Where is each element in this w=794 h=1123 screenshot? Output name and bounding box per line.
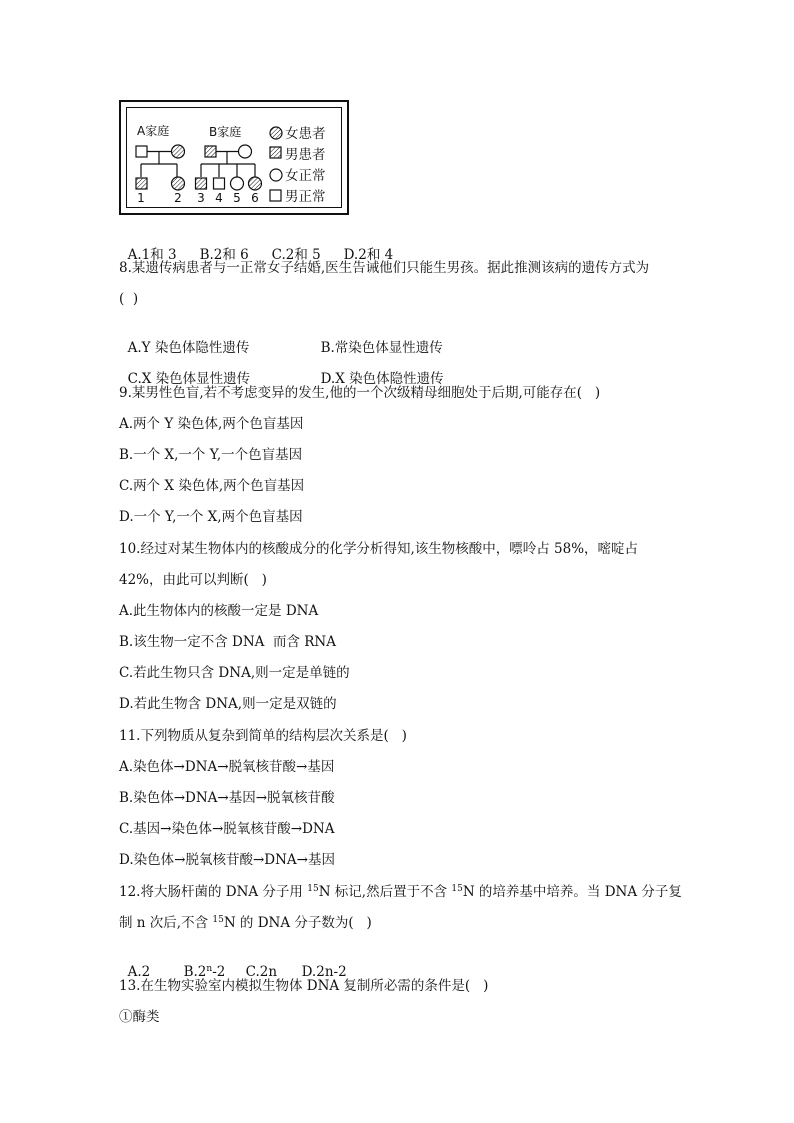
family-a-label: A家庭: [137, 124, 170, 138]
q9-option-c: C.两个 X 染色体,两个色盲基因: [119, 478, 305, 494]
q9-option-b: B.一个 X,一个 Y,一个色盲基因: [119, 447, 303, 463]
legend-affected-female: 女患者: [285, 126, 326, 142]
q12-option-b: B.2$^n$-2: [183, 964, 226, 980]
individual-number-3: 3: [197, 191, 205, 205]
q13-item-1: ①酶类: [119, 1009, 160, 1025]
q12-options: [119, 945, 347, 981]
q7-option-d: D.2和 4: [343, 247, 394, 263]
family-b-label: B家庭: [209, 125, 242, 139]
isotope-superscript: 15: [212, 915, 224, 925]
q11-option-d: D.染色体→脱氧核苷酸→DNA→基因: [119, 852, 335, 868]
q9-stem: 9.某男性色盲,若不考虑变异的发生,他的一个次级精母细胞处于后期,可能存在( ): [119, 385, 601, 401]
b-father-affected-male: [205, 146, 216, 157]
q11-option-a: A.染色体→DNA→脱氧核苷酸→基因: [119, 759, 335, 775]
q10-option-c: C.若此生物只含 DNA,则一定是单链的: [119, 665, 350, 681]
individual-number-6: 6: [251, 191, 259, 205]
q12-stem-line-2: 制 n 次后,不含 $^{15}$N 的 DNA 分子数为( ): [119, 915, 372, 931]
q8-option-d: D.X 染色体隐性遗传: [320, 371, 444, 387]
individual-number-1: 1: [137, 191, 145, 205]
q8-options-row-2: [119, 352, 444, 388]
a-child-2-affected-female: [172, 177, 185, 190]
individual-number-5: 5: [233, 191, 241, 205]
q7-option-a: A.1和 3: [127, 247, 177, 263]
q8-bracket: ( ): [119, 291, 139, 307]
q9-option-a: A.两个 Y 染色体,两个色盲基因: [119, 416, 304, 432]
b-mother-normal-female: [239, 145, 252, 158]
legend-normal-male: 男正常: [285, 189, 326, 205]
b-child-6-affected-female: [249, 177, 262, 190]
q11-option-b: B.染色体→DNA→基因→脱氧核苷酸: [119, 790, 335, 806]
b-child-4-normal-male: [214, 178, 225, 189]
legend-normal-male-symbol: [270, 190, 281, 201]
q10-option-a: A.此生物体内的核酸一定是 DNA: [119, 603, 319, 619]
pedigree-figure: [119, 100, 349, 215]
q9-option-d: D.一个 Y,一个 X,两个色盲基因: [119, 509, 303, 525]
q11-stem: 11.下列物质从复杂到简单的结构层次关系是( ): [119, 728, 407, 744]
q8-option-a: A.Y 染色体隐性遗传: [127, 340, 250, 356]
a-child-1-affected-male: [136, 178, 147, 189]
q10-stem-line-1: 10.经过对某生物体内的核酸成分的化学分析得知,该生物核酸中，嘌呤占 58%，嘧啶占: [119, 541, 639, 557]
legend-affected-female-symbol: [270, 127, 282, 139]
isotope-superscript: 15: [307, 884, 319, 894]
q7-option-b: B.2和 6: [199, 247, 249, 263]
individual-number-2: 2: [174, 191, 182, 205]
q12-option-c: C.2n: [245, 964, 278, 980]
q12-stem-line-1: 12.将大肠杆菌的 DNA 分子用 $^{15}$N 标记,然后置于不含 $^{15}$N 的培养基中培养。当 DNA 分子复: [119, 884, 682, 900]
q8-option-b: B.常染色体显性遗传: [320, 340, 443, 356]
q10-option-d: D.若此生物含 DNA,则一定是双链的: [119, 696, 337, 712]
legend-normal-female: 女正常: [285, 168, 326, 184]
q10-option-b: B.该生物一定不含 DNA 而含 RNA: [119, 634, 336, 650]
b-child-5-normal-female: [231, 177, 244, 190]
q12-option-a: A.2: [127, 964, 151, 980]
a-mother-affected-female: [172, 145, 185, 158]
q13-stem: 13.在生物实验室内模拟生物体 DNA 复制所必需的条件是( ): [119, 978, 489, 994]
q8-stem: 8.某遗传病患者与一正常女子结婚,医生告诫他们只能生男孩。据此推测该病的遗传方式为: [119, 260, 650, 276]
legend-affected-male: 男患者: [285, 147, 326, 163]
legend-affected-male-symbol: [270, 147, 281, 158]
b-child-3-affected-male: [196, 178, 207, 189]
q7-option-c: C.2和 5: [271, 247, 321, 263]
individual-number-4: 4: [215, 191, 223, 205]
q12-option-d: D.2n-2: [301, 964, 347, 980]
legend-normal-female-symbol: [270, 169, 282, 181]
q11-option-c: C.基因→染色体→脱氧核苷酸→DNA: [119, 821, 335, 837]
a-father-normal-male: [136, 146, 147, 157]
pedigree-diagram: [121, 102, 351, 217]
q8-option-c: C.X 染色体显性遗传: [127, 371, 251, 387]
isotope-superscript: 15: [451, 884, 463, 894]
q10-stem-line-2: 42%，由此可以判断( ): [119, 572, 267, 588]
